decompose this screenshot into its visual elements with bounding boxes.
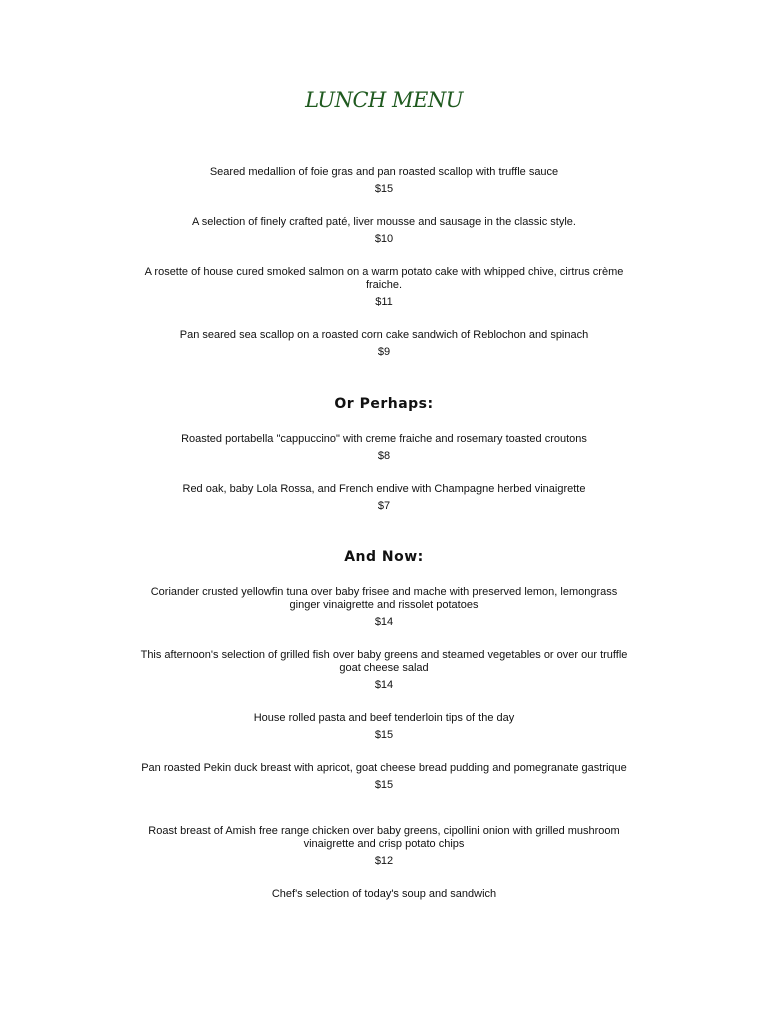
section-heading-and-now [0,549,768,565]
item-price: $7 [377,500,391,512]
menu-item [0,586,768,629]
item-description: House rolled pasta and beef tenderloin tips of the day [253,712,515,724]
menu-item [0,483,768,513]
menu-title: LUNCH MENU [305,88,463,112]
item-description: Roasted portabella "cappuccino" with creme fraiche and rosemary toasted croutons [181,433,587,445]
item-description: This afternoon's selection of grilled fish over baby greens and steamed vegetables or over our truffle goat cheese salad [140,649,628,674]
item-description: Seared medallion of foie gras and pan roasted scallop with truffle sauce [209,166,559,178]
item-price: $11 [375,296,393,308]
item-price: $15 [374,183,394,195]
menu-item [0,712,768,742]
item-description: A selection of finely crafted paté, liver mousse and sausage in the classic style. [192,216,576,228]
item-price: $12 [374,855,394,867]
item-description: Roast breast of Amish free range chicken over baby greens, cipollini onion with grilled mushroom vinaigrette and crisp potato chips [148,825,620,850]
item-description: Coriander crusted yellowfin tuna over baby frisee and mache with preserved lemon, lemongrass ginger vinaigrette and rissolet potatoes [150,586,618,611]
menu-item [0,649,768,692]
section-heading: Or Perhaps: [334,396,434,412]
item-price: $15 [374,729,394,741]
menu-item [0,762,768,792]
item-description: Chef's selection of today's soup and sandwich [271,888,497,900]
item-description: A rosette of house cured smoked salmon on a warm potato cake with whipped chive, cirtrus crème fraiche. [144,266,624,291]
item-price: $8 [377,450,391,462]
section-heading-or-perhaps [0,396,768,412]
item-price: $14 [374,679,394,691]
item-description: Red oak, baby Lola Rossa, and French endive with Champagne herbed vinaigrette [182,483,586,495]
menu-item [0,266,768,309]
menu-item [0,166,768,196]
menu-item [0,216,768,246]
item-price: $9 [377,346,391,358]
menu-item [0,825,768,868]
item-price: $15 [374,779,394,791]
menu-item [0,433,768,463]
menu-item [0,329,768,359]
menu-item [0,888,768,901]
item-price: $14 [374,616,394,628]
item-price: $10 [374,233,394,245]
item-description: Pan seared sea scallop on a roasted corn cake sandwich of Reblochon and spinach [179,329,589,341]
section-heading: And Now: [344,549,424,565]
item-description: Pan roasted Pekin duck breast with apricot, goat cheese bread pudding and pomegranate gastrique [141,762,627,774]
